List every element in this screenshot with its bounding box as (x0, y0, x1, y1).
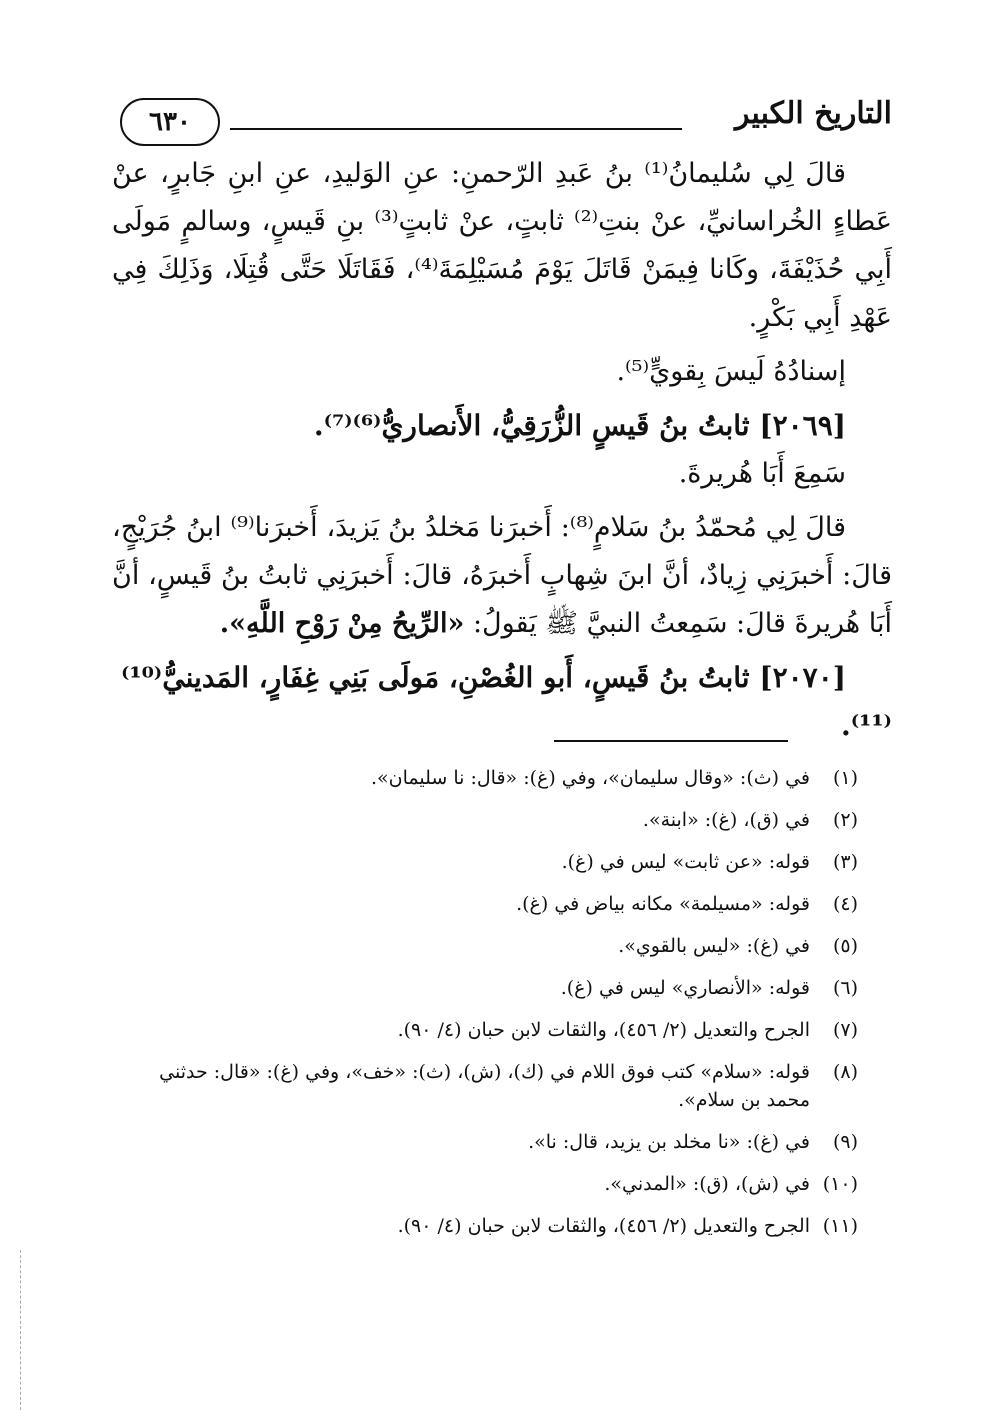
footnote-number: (٩) (832, 1131, 858, 1153)
paragraph-grading: إسنادُهُ لَيسَ بِقويٍّ⁽⁵⁾. (616, 356, 846, 387)
footnote-number: (٢) (832, 809, 858, 831)
footnote-text: في (ق)، (غ): «ابنة». (642, 809, 810, 831)
footnote-number: (٨) (832, 1061, 858, 1083)
page-number: ٦٣٠ (149, 107, 191, 137)
footnote-text: قوله: «سلام» كتب فوق اللام في (ك)، (ش)، (ث): «خف»، وفي (غ): «قال: حدثني محمد بن سلام». (159, 1061, 810, 1111)
footnote-text: في (غ): «نا مخلد بن يزيد، قال: نا». (528, 1131, 810, 1153)
footnote-number: (١١) (822, 1215, 858, 1237)
footnote-text: الجرح والتعديل (٢/ ٤٥٦)، والثقات لابن حبان (٤/ ٩٠). (397, 1215, 810, 1237)
footnote (112, 1016, 858, 1044)
main-text (112, 150, 892, 750)
book-title: التاريخ الكبير (734, 96, 892, 131)
footnote-text: قوله: «مسيلمة» مكانه بياض في (غ). (516, 893, 810, 915)
entry-heading-2069: [٢٠٦٩] ثابتُ بنُ قَيسٍ الزُّرَقِيُّ، الأَنصاريُّ⁽⁶⁾⁽⁷⁾. (313, 409, 846, 442)
footnote (112, 806, 858, 834)
footnote-number: (٦) (832, 977, 858, 999)
header-rule (230, 128, 682, 130)
footnotes (112, 764, 858, 1254)
footnote-number: (٧) (832, 1019, 858, 1041)
footnote-text: في (غ): «ليس بالقوي». (618, 935, 810, 957)
entry-heading-2070: [٢٠٧٠] ثابتُ بنُ قَيسٍ، أَبو الغُصْنِ، مَولَى بَنِي غِفَارٍ، المَدينيُّ⁽¹⁰⁾⁽¹¹⁾. (121, 661, 892, 742)
paragraph-heard: سَمِعَ أَبَا هُريرةَ. (678, 458, 846, 489)
paragraph-isnad-2 (112, 504, 892, 648)
footnote (112, 764, 858, 792)
footnote (112, 848, 858, 876)
footnote-number: (٤) (832, 893, 858, 915)
footnote (112, 1128, 858, 1156)
footnote-number: (٥) (832, 935, 858, 957)
footnote-text: قوله: «عن ثابت» ليس في (غ). (561, 851, 810, 873)
footnote-text: قوله: «الأنصاري» ليس في (غ). (560, 977, 810, 999)
page-number-badge (120, 98, 220, 146)
footnote (112, 890, 858, 918)
footnote-number: (١) (832, 767, 858, 789)
hadith-quote: «الرِّيحُ مِنْ رَوْحِ اللَّهِ». (219, 608, 465, 639)
footnote (112, 1170, 858, 1198)
footnote-text: الجرح والتعديل (٢/ ٤٥٦)، والثقات لابن حبان (٤/ ٩٠). (397, 1019, 810, 1041)
isnad-2-text: قالَ لِي مُحمّدُ بنُ سَلامٍ⁽⁸⁾: أَخبرَنا مَخلدُ بنُ يَزيدَ، أَخبرَنا⁽⁹⁾ ابنُ جُرَيْجٍ، قالَ: أَخبرَنِي زِيادٌ، أنَّ ابنَ شِهابٍ أَخبرَهُ، قالَ: أَخبرَنِي ثابتُ بنُ قَيسٍ، أنَّ أَبَا هُريرةَ قالَ: سَمِعتُ النبيَّ ﷺ يَقولُ: (112, 512, 892, 639)
footnote (112, 974, 858, 1002)
footnote (112, 932, 858, 960)
footnote-text: في (ش)، (ق): «المدني». (604, 1173, 810, 1195)
footnote (112, 1058, 858, 1114)
binding-margin-mark (20, 1250, 21, 1410)
footnote-number: (١٠) (822, 1173, 858, 1195)
page-header (112, 92, 892, 148)
footnote-text: في (ث): «وقال سليمان»، وفي (غ): «قال: نا سليمان». (370, 767, 810, 789)
footnote-separator (554, 740, 788, 742)
footnote-number: (٣) (832, 851, 858, 873)
paragraph-isnad-1: قالَ لِي سُليمانُ⁽¹⁾ بنُ عَبدِ الرّحمنِ: عنِ الوَليدِ، عنِ ابنِ جَابرٍ، عنْ عَطاءٍ الخُراسانيِّ، عنْ بنتِ⁽²⁾ ثابتٍ، عنْ ثابتٍ⁽³⁾ بنِ قَيسٍ، وسالمٍ مَولَى أَبِي حُذَيْفَةَ، وكَانا فِيمَنْ قَاتَلَ يَوْمَ مُسَيْلِمَةَ⁽⁴⁾، فَقَاتَلَا حَتَّى قُتِلَا، وَذَلِكَ فِي عَهْدِ أَبِي بَكْرٍ. (112, 158, 892, 333)
footnote (112, 1212, 858, 1240)
